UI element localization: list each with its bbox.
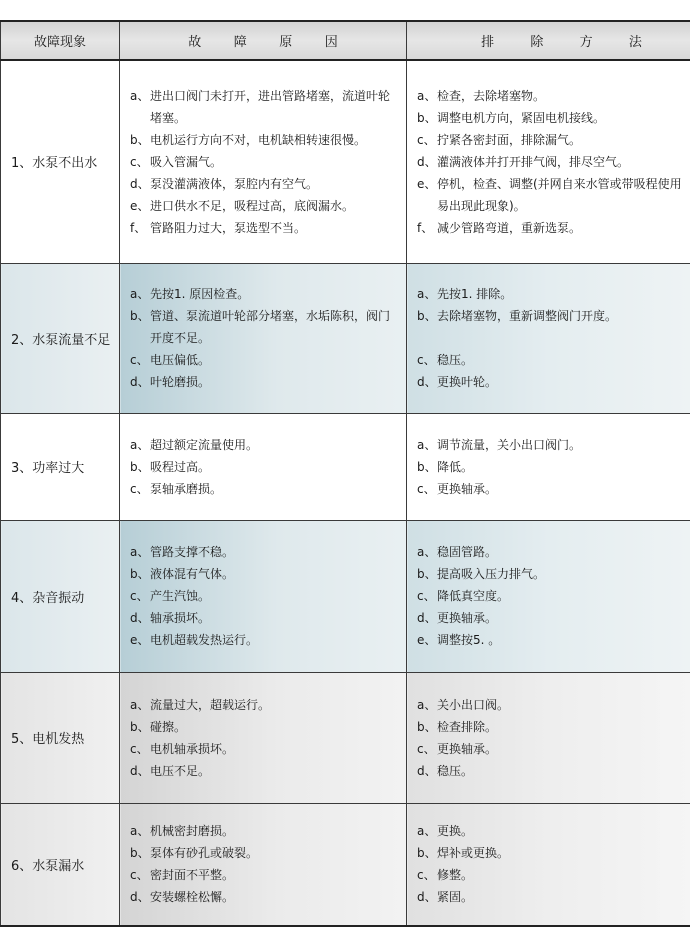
cause-item-text: 碰擦。 [150, 716, 398, 738]
cause-item-letter: a、 [130, 434, 150, 456]
cause-item-text: 流量过大，超载运行。 [150, 694, 398, 716]
solution-item [417, 327, 682, 349]
solution-item-letter: b、 [417, 107, 437, 129]
cause-item [130, 629, 398, 651]
symptom-cell [1, 413, 120, 520]
symptom-label: 5、电机发热 [11, 732, 84, 747]
solution-item-letter: c、 [417, 585, 437, 607]
table-row [1, 803, 690, 926]
solution-item-letter: a、 [417, 434, 437, 456]
cause-cell [120, 672, 407, 803]
solution-item-text: 降低真空度。 [437, 585, 682, 607]
header-cause-char: 故 [188, 31, 201, 50]
header-solution-char: 除 [530, 31, 543, 50]
header-symptom-label: 故障现象 [34, 35, 86, 50]
cause-cell [120, 520, 407, 672]
solution-item [417, 738, 682, 760]
cause-item-letter: c、 [130, 585, 150, 607]
solution-item-text: 焊补或更换。 [437, 842, 682, 864]
cause-item-text: 电机运行方向不对，电机缺相转速很慢。 [150, 129, 398, 151]
solution-item-text: 停机，检查、调整(并网自来水管或带吸程使用易出现此现象)。 [437, 173, 682, 217]
table-row [1, 60, 690, 263]
cause-item [130, 478, 398, 500]
cause-item [130, 585, 398, 607]
solution-item-text [437, 327, 682, 349]
solution-item-text: 更换轴承。 [437, 607, 682, 629]
cause-item-letter: b、 [130, 456, 150, 478]
cause-item-text: 机械密封磨损。 [150, 820, 398, 842]
solution-cell [407, 60, 690, 263]
cause-item [130, 371, 398, 393]
solution-item [417, 85, 682, 107]
cause-item-letter: b、 [130, 842, 150, 864]
cause-item-text: 管路阻力过大，泵选型不当。 [150, 217, 398, 239]
solution-item-letter: a、 [417, 820, 437, 842]
solution-item [417, 107, 682, 129]
solution-cell [407, 520, 690, 672]
cause-item-text: 产生汽蚀。 [150, 585, 398, 607]
solution-item [417, 434, 682, 456]
solution-item-text: 关小出口阀。 [437, 694, 682, 716]
cause-item-letter: e、 [130, 629, 150, 651]
solution-item [417, 563, 682, 585]
table-row [1, 263, 690, 413]
cause-item-text: 泵没灌满液体，泵腔内有空气。 [150, 173, 398, 195]
solution-item [417, 371, 682, 393]
solution-item-text: 更换。 [437, 820, 682, 842]
solution-item-text: 调节流量，关小出口阀门。 [437, 434, 682, 456]
solution-item-text: 更换轴承。 [437, 738, 682, 760]
solution-item [417, 694, 682, 716]
symptom-label: 4、杂音振动 [11, 591, 84, 606]
solution-item-text: 灌满液体并打开排气阀，排尽空气。 [437, 151, 682, 173]
fault-table [0, 20, 690, 927]
solution-item-text: 降低。 [437, 456, 682, 478]
solution-item-letter: d、 [417, 886, 437, 908]
table-row [1, 413, 690, 520]
solution-item-letter: b、 [417, 456, 437, 478]
solution-item-text: 紧固。 [437, 886, 682, 908]
solution-item-text: 提高吸入压力排气。 [437, 563, 682, 585]
solution-item [417, 820, 682, 842]
solution-item-text: 去除堵塞物，重新调整阀门开度。 [437, 305, 682, 327]
table-header-row [1, 21, 690, 60]
cause-item-letter: b、 [130, 716, 150, 738]
solution-item-letter: b、 [417, 842, 437, 864]
solution-item [417, 217, 682, 239]
cause-item [130, 195, 398, 217]
cause-item-letter: c、 [130, 478, 150, 500]
cause-item-letter: d、 [130, 886, 150, 908]
solution-item-letter: a、 [417, 694, 437, 716]
solution-item [417, 629, 682, 651]
cause-item-letter: a、 [130, 820, 150, 842]
solution-item [417, 607, 682, 629]
solution-item-letter: a、 [417, 541, 437, 563]
cause-item [130, 283, 398, 305]
solution-item-letter: d、 [417, 151, 437, 173]
solution-item-letter: d、 [417, 760, 437, 782]
solution-item-letter: a、 [417, 283, 437, 305]
header-symptom [1, 21, 120, 60]
header-cause-char: 障 [234, 31, 247, 50]
solution-item [417, 305, 682, 327]
solution-item-letter: b、 [417, 305, 437, 327]
cause-item [130, 541, 398, 563]
solution-item-text: 修整。 [437, 864, 682, 886]
symptom-label: 1、水泵不出水 [11, 156, 97, 171]
solution-item-text: 拧紧各密封面，排除漏气。 [437, 129, 682, 151]
cause-item [130, 434, 398, 456]
solution-item-letter: b、 [417, 563, 437, 585]
cause-item-letter: c、 [130, 349, 150, 371]
cause-item [130, 563, 398, 585]
solution-item [417, 716, 682, 738]
symptom-label: 2、水泵流量不足 [11, 333, 110, 348]
solution-item [417, 585, 682, 607]
solution-item-text: 先按1. 排除。 [437, 283, 682, 305]
cause-item-letter: c、 [130, 864, 150, 886]
cause-item [130, 151, 398, 173]
solution-item [417, 349, 682, 371]
cause-item-text: 泵轴承磨损。 [150, 478, 398, 500]
solution-item-letter: c、 [417, 129, 437, 151]
solution-item-text: 更换轴承。 [437, 478, 682, 500]
cause-item-letter: a、 [130, 541, 150, 563]
solution-item-text: 调整电机方向，紧固电机接线。 [437, 107, 682, 129]
cause-item-letter: d、 [130, 371, 150, 393]
cause-item-text: 先按1. 原因检查。 [150, 283, 398, 305]
cause-cell [120, 803, 407, 926]
cause-cell [120, 263, 407, 413]
cause-item-letter: b、 [130, 129, 150, 151]
solution-item-letter [417, 327, 437, 349]
symptom-cell [1, 672, 120, 803]
cause-item [130, 129, 398, 151]
cause-item [130, 173, 398, 195]
cause-item-text: 管道、泵流道叶轮部分堵塞，水垢陈积，阀门开度不足。 [150, 305, 398, 349]
cause-item-letter: d、 [130, 607, 150, 629]
symptom-cell [1, 520, 120, 672]
symptom-label: 6、水泵漏水 [11, 859, 84, 874]
cause-item [130, 760, 398, 782]
solution-item [417, 129, 682, 151]
header-solution-char: 法 [629, 31, 642, 50]
cause-item-letter: b、 [130, 305, 150, 349]
cause-item-text: 超过额定流量使用。 [150, 434, 398, 456]
cause-item [130, 738, 398, 760]
cause-item-text: 电机超载发热运行。 [150, 629, 398, 651]
solution-item [417, 760, 682, 782]
cause-item [130, 217, 398, 239]
cause-item-text: 管路支撑不稳。 [150, 541, 398, 563]
solution-item [417, 541, 682, 563]
solution-cell [407, 263, 690, 413]
cause-item-text: 电机轴承损坏。 [150, 738, 398, 760]
cause-item-text: 安装螺栓松懈。 [150, 886, 398, 908]
solution-item [417, 151, 682, 173]
header-cause-char: 因 [325, 31, 338, 50]
solution-item-letter: f、 [417, 217, 437, 239]
solution-item-letter: c、 [417, 738, 437, 760]
solution-item-letter: c、 [417, 478, 437, 500]
table-row [1, 520, 690, 672]
cause-item [130, 694, 398, 716]
cause-cell [120, 413, 407, 520]
header-cause-char: 原 [279, 31, 292, 50]
table-row [1, 672, 690, 803]
cause-item [130, 85, 398, 129]
cause-item-text: 吸入管漏气。 [150, 151, 398, 173]
cause-item-text: 叶轮磨损。 [150, 371, 398, 393]
cause-item-letter: c、 [130, 151, 150, 173]
cause-item [130, 716, 398, 738]
cause-item-letter: d、 [130, 173, 150, 195]
header-solution-char: 排 [481, 31, 494, 50]
cause-item-letter: c、 [130, 738, 150, 760]
solution-item-text: 稳压。 [437, 349, 682, 371]
solution-cell [407, 672, 690, 803]
solution-item-text: 检查，去除堵塞物。 [437, 85, 682, 107]
solution-item-text: 更换叶轮。 [437, 371, 682, 393]
solution-item [417, 842, 682, 864]
cause-item [130, 607, 398, 629]
cause-item [130, 456, 398, 478]
solution-item [417, 478, 682, 500]
solution-item-letter: e、 [417, 173, 437, 217]
symptom-cell [1, 263, 120, 413]
cause-item [130, 820, 398, 842]
cause-cell [120, 60, 407, 263]
cause-item-letter: a、 [130, 85, 150, 129]
solution-item-letter: b、 [417, 716, 437, 738]
cause-item-letter: e、 [130, 195, 150, 217]
cause-item [130, 886, 398, 908]
cause-item-letter: f、 [130, 217, 150, 239]
solution-item [417, 886, 682, 908]
cause-item-letter: a、 [130, 283, 150, 305]
cause-item-text: 进口供水不足，吸程过高，底阀漏水。 [150, 195, 398, 217]
cause-item-text: 进出口阀门未打开，进出管路堵塞，流道叶轮堵塞。 [150, 85, 398, 129]
solution-item-text: 稳固管路。 [437, 541, 682, 563]
cause-item [130, 305, 398, 349]
solution-item-letter: d、 [417, 371, 437, 393]
cause-item [130, 842, 398, 864]
cause-item [130, 349, 398, 371]
solution-item [417, 456, 682, 478]
cause-item [130, 864, 398, 886]
cause-item-letter: b、 [130, 563, 150, 585]
solution-item [417, 173, 682, 217]
cause-item-text: 泵体有砂孔或破裂。 [150, 842, 398, 864]
solution-cell [407, 413, 690, 520]
solution-item-text: 调整按5. 。 [437, 629, 682, 651]
cause-item-text: 液体混有气体。 [150, 563, 398, 585]
solution-item [417, 283, 682, 305]
cause-item-text: 电压不足。 [150, 760, 398, 782]
solution-cell [407, 803, 690, 926]
symptom-cell [1, 803, 120, 926]
solution-item-text: 减少管路弯道，重新选泵。 [437, 217, 682, 239]
cause-item-text: 吸程过高。 [150, 456, 398, 478]
solution-item-letter: e、 [417, 629, 437, 651]
cause-item-text: 电压偏低。 [150, 349, 398, 371]
solution-item [417, 864, 682, 886]
solution-item-letter: c、 [417, 864, 437, 886]
header-solution [407, 21, 690, 60]
symptom-cell [1, 60, 120, 263]
header-cause [120, 21, 407, 60]
solution-item-text: 检查排除。 [437, 716, 682, 738]
solution-item-letter: c、 [417, 349, 437, 371]
cause-item-text: 密封面不平整。 [150, 864, 398, 886]
cause-item-letter: d、 [130, 760, 150, 782]
solution-item-text: 稳压。 [437, 760, 682, 782]
symptom-label: 3、功率过大 [11, 461, 84, 476]
cause-item-letter: a、 [130, 694, 150, 716]
header-solution-char: 方 [580, 31, 593, 50]
cause-item-text: 轴承损坏。 [150, 607, 398, 629]
solution-item-letter: d、 [417, 607, 437, 629]
solution-item-letter: a、 [417, 85, 437, 107]
